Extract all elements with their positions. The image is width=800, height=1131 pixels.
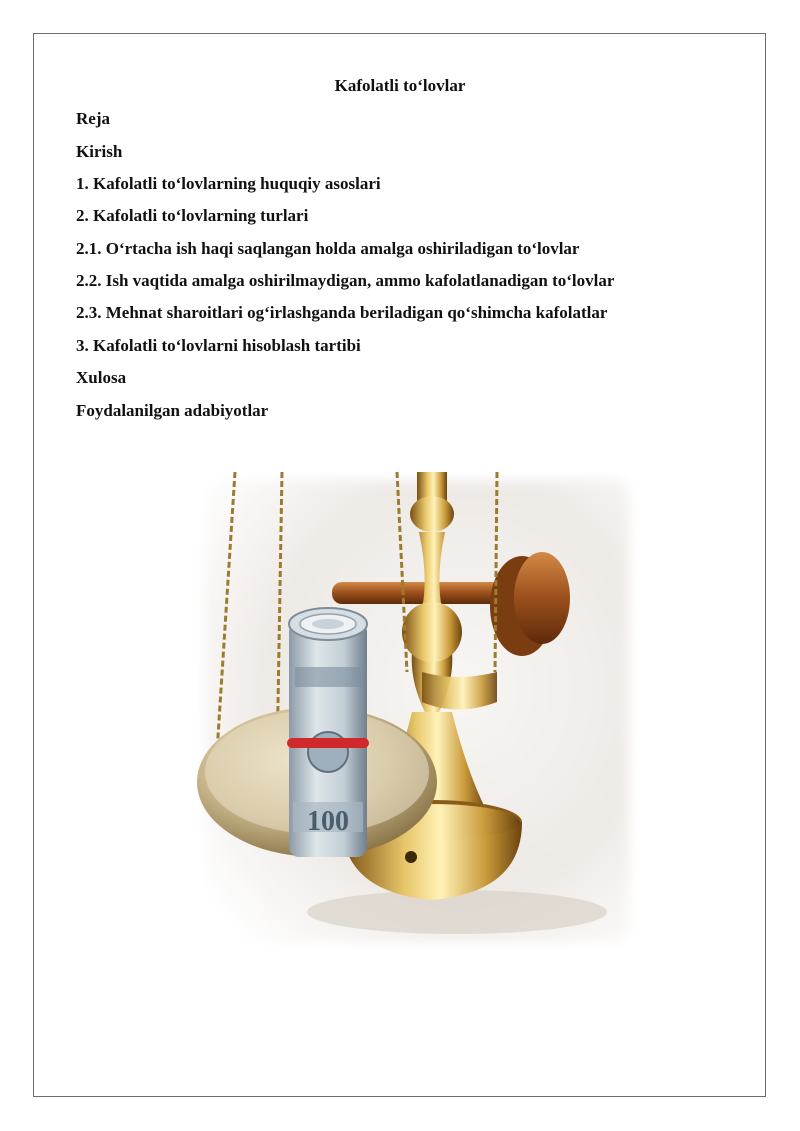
outline-heading: Reja (76, 109, 110, 128)
document-title: Kafolatli to‘lovlar (334, 76, 466, 95)
outline-item: 1. Kafolatli to‘lovlarning huquqiy asoslari (76, 174, 381, 193)
balance-scale-money-icon (197, 472, 637, 950)
outline-item: 2.3. Mehnat sharoitlari og‘irlashganda beriladigan qo‘shimcha kafolatlar (76, 303, 608, 322)
banknote-denomination: 100 (307, 806, 349, 837)
outline-item: Foydalanilgan adabiyotlar (76, 401, 269, 420)
outline-item: 2.1. O‘rtacha ish haqi saqlangan holda amalga oshiriladigan to‘lovlar (76, 239, 580, 258)
outline-item: Kirish (76, 142, 123, 161)
outline-item: 2.2. Ish vaqtida amalga oshirilmaydigan, ammo kafolatlanadigan to‘lovlar (76, 271, 615, 290)
outline-item: 2. Kafolatli to‘lovlarning turlari (76, 206, 309, 225)
outline-item: Xulosa (76, 368, 127, 387)
outline-item: 3. Kafolatli to‘lovlarni hisoblash tartibi (76, 336, 361, 355)
